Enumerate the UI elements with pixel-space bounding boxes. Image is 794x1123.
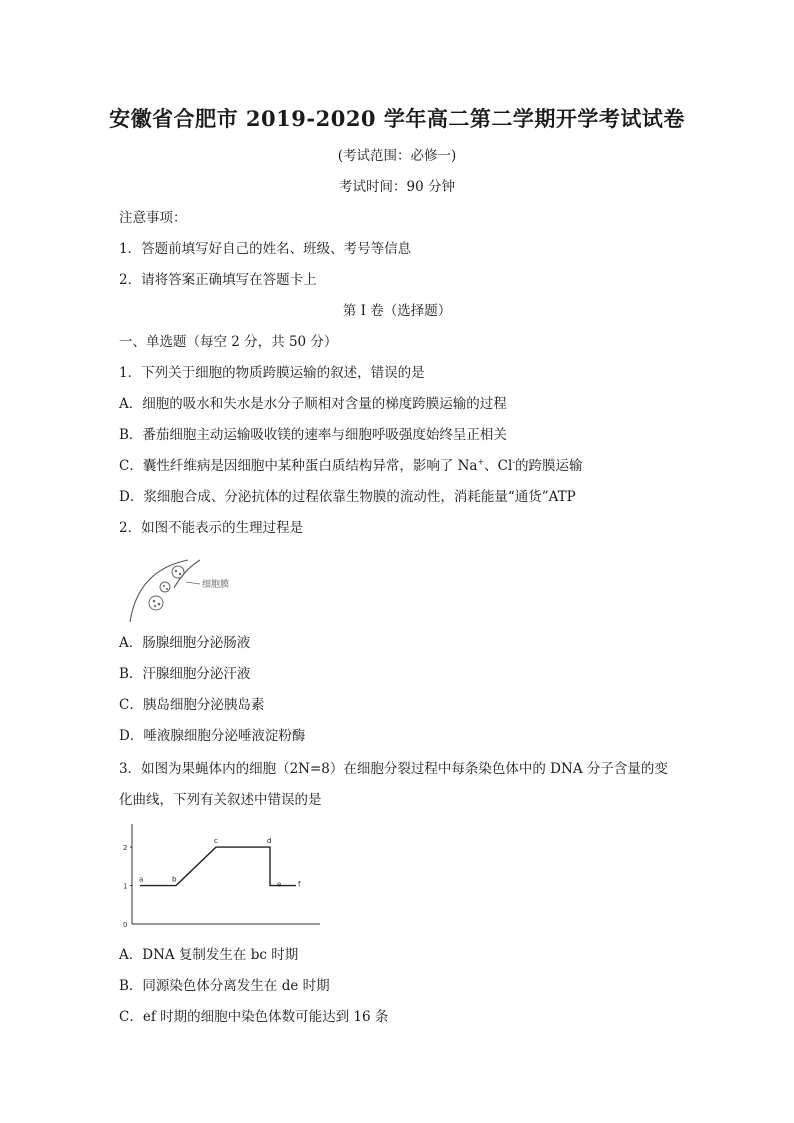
q2-option-d: D．唾液腺细胞分泌唾液淀粉酶 bbox=[119, 728, 306, 744]
q2-option-a: A．肠腺细胞分泌肠液 bbox=[119, 635, 251, 651]
exam-title: 安徽省合肥市 2019-2020 学年高二第二学期开学考试试卷 bbox=[109, 106, 685, 131]
exocytosis-figure bbox=[124, 556, 264, 626]
notes-heading: 注意事项： bbox=[119, 210, 187, 226]
q1-stem: 1．下列关于细胞的物质跨膜运输的叙述，错误的是 bbox=[119, 365, 425, 381]
point-label-c: c bbox=[214, 837, 218, 846]
point-label-e: e bbox=[277, 880, 282, 889]
q1-c-suffix: 的跨膜运输 bbox=[515, 458, 583, 474]
q1-c-sup-minus: - bbox=[512, 457, 516, 467]
dna-content-chart bbox=[116, 820, 326, 932]
exocytosis-diagram bbox=[124, 556, 264, 626]
y-tick-label: 2 bbox=[123, 844, 128, 853]
point-label-f: f bbox=[298, 880, 301, 889]
q2-stem: 2．如图不能表示的生理过程是 bbox=[119, 520, 304, 536]
q3-option-a: A．DNA 复制发生在 bc 时期 bbox=[119, 947, 299, 963]
cell-membrane-label: 细胞膜 bbox=[202, 580, 230, 590]
q1-c-mid: 、Cl bbox=[484, 458, 513, 474]
q3-option-c: C．ef 时期的细胞中染色体数可能达到 16 条 bbox=[119, 1009, 389, 1025]
note-item-1: 1．答题前填写好自己的姓名、班级、考号等信息 bbox=[119, 241, 412, 257]
q3-stem-line-1: 3．如图为果蝇体内的细胞（2N=8）在细胞分裂过程中每条染色体中的 DNA 分子含量的变 bbox=[119, 761, 668, 777]
point-label-d: d bbox=[267, 837, 272, 846]
q3-stem-line-2: 化曲线，下列有关叙述中错误的是 bbox=[119, 792, 322, 808]
note-item-2: 2．请将答案正确填写在答题卡上 bbox=[119, 272, 317, 288]
y-tick-label: 1 bbox=[123, 882, 128, 891]
q1-option-b: B．番茄细胞主动运输吸收镁的速率与细胞呼吸强度始终呈正相关 bbox=[119, 427, 507, 443]
dna-content-chart-svg bbox=[116, 820, 326, 932]
y-tick-label: 0 bbox=[123, 921, 128, 929]
q2-option-b: B．汗腺细胞分泌汗液 bbox=[119, 666, 251, 682]
point-label-b: b bbox=[172, 875, 177, 884]
q1-option-a: A．细胞的吸水和失水是水分子顺相对含量的梯度跨膜运输的过程 bbox=[119, 396, 507, 412]
q1-c-sup-plus: + bbox=[477, 457, 485, 467]
q1-option-c bbox=[119, 457, 583, 475]
part-heading: 一、单选题（每空 2 分，共 50 分） bbox=[119, 334, 338, 350]
section-title: 第 I 卷（选择题） bbox=[342, 303, 452, 319]
exam-time: 考试时间：90 分钟 bbox=[339, 179, 455, 195]
exam-scope: (考试范围：必修一) bbox=[337, 148, 457, 164]
dna-content-line bbox=[140, 847, 296, 885]
q1-c-prefix: C．囊性纤维病是因细胞中某种蛋白质结构异常，影响了 Na bbox=[119, 458, 478, 474]
point-label-a: a bbox=[139, 875, 144, 884]
q1-option-d: D．浆细胞合成、分泌抗体的过程依靠生物膜的流动性，消耗能量“通货”ATP bbox=[119, 489, 576, 505]
q3-option-b: B．同源染色体分离发生在 de 时期 bbox=[119, 978, 330, 994]
q2-option-c: C．胰岛细胞分泌胰岛素 bbox=[119, 697, 265, 713]
